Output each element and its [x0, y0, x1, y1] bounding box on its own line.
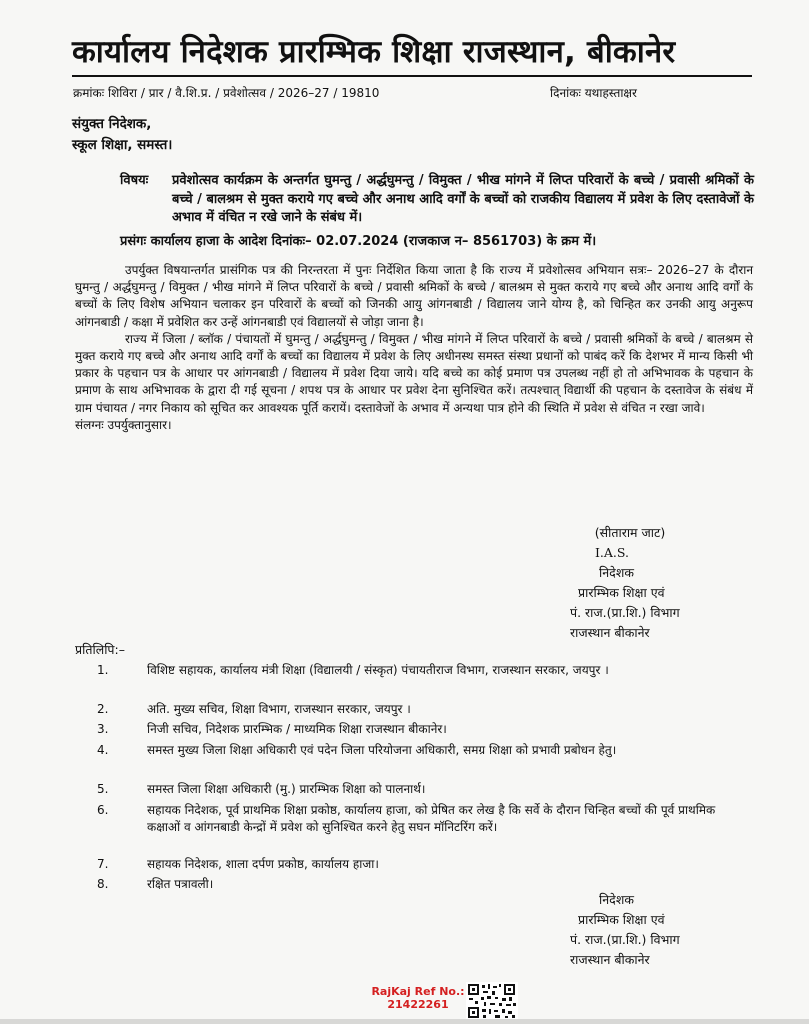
list-item-number: 6. [97, 803, 109, 817]
subject-label: विषयः [120, 173, 149, 188]
signatory-service: I.A.S. [594, 545, 629, 560]
subject-reference: प्रसंगः कार्यालय हाजा के आदेश दिनांकः– 02.07.2024 (राजकाज न– 8561703) के क्रम में। [120, 234, 597, 249]
subject-text: प्रवेशोत्सव कार्यक्रम के अन्तर्गत घुमन्तु / अर्द्धघुमन्तु / विमुक्त / भीख मांगने में लिप्त परिवारों के बच्चे / प्रवासी श्रमिकों के बच्चे / बालश्रम से मुक्त कराये गए बच्चे और अनाथ आदि वर्गों के बच्चों को राजकीय विद्यालय में प्रवेश के लिए दस्तावेजों के अभाव में वंचित न रखे जाने के संबंध में। [172, 173, 754, 225]
signature-block-1 [545, 523, 745, 643]
list-item-text: रक्षित पत्रावली। [147, 877, 214, 891]
enclosure-line: संलग्नः उपर्युक्तानुसार। [75, 417, 172, 432]
list-item-number: 8. [97, 877, 109, 891]
addressee-line-1: संयुक्त निदेशक, [72, 116, 152, 132]
list-item-number: 1. [97, 663, 109, 677]
addressee [72, 114, 172, 156]
list-item-number: 2. [97, 702, 109, 716]
page-bottom-edge [0, 1019, 809, 1024]
list-item-text: सहायक निदेशक, पूर्व प्राथमिक शिक्षा प्रकोष्ठ, कार्यालय हाजा, को प्रेषित कर लेख है कि सर्वे के दौरान चिन्हित बच्चों की पूर्व प्राथमिक कक्षाओं व आंगनबाडी केन्द्रों में प्रवेश को सुनिश्चित करने हेतु सघन मॉनिटरिंग करें। [147, 803, 716, 834]
office-title: कार्यालय निदेशक प्रारम्भिक शिक्षा राजस्थान, बीकानेर [72, 30, 752, 77]
signatory-place: राजस्थान बीकानेर [570, 952, 650, 967]
rajkaj-reference [362, 985, 474, 1011]
rajkaj-ref-label: RajKaj Ref No.: [371, 985, 465, 998]
signatory-designation: निदेशक [599, 565, 634, 580]
copy-heading: प्रतिलिपि:– [75, 642, 125, 657]
signatory-dept-1: प्रारम्भिक शिक्षा एवं [578, 585, 665, 600]
list-item-text: अति. मुख्य सचिव, शिक्षा विभाग, राजस्थान सरकार, जयपुर । [147, 702, 411, 716]
letter-body [75, 262, 753, 434]
rajkaj-ref-number: 21422261 [387, 998, 449, 1011]
signature-block-2 [547, 890, 747, 970]
list-item-text: समस्त मुख्य जिला शिक्षा अधिकारी एवं पदेन जिला परियोजना अधिकारी, समग्र शिक्षा को प्रभावी प्रबोधन हेतु। [147, 743, 617, 757]
reference-number: क्रमांकः शिविरा / प्रार / वै.शि.प्र. / प्रवेशोत्सव / 2026–27 / 19810 [73, 86, 380, 100]
letter-date: दिनांकः यथाहस्ताक्षर [550, 86, 637, 100]
signatory-dept-2: पं. राज.(प्रा.शि.) विभाग [570, 605, 680, 620]
body-paragraph-2: राज्य में जिला / ब्लॉक / पंचायतों में घुमन्तु / अर्द्धघुमन्तु / विमुक्त / भीख मांगने में लिप्त परिवारों के बच्चे / प्रवासी श्रमिकों के बच्चे / बालश्रम से मुक्त कराये गए बच्चे और अनाथ आदि वर्गों के बच्चों का विद्यालय में प्रवेश के लिए अधीनस्थ समस्त संस्था प्रधानों को पाबंद करें कि देशभर में मान्य किसी भी प्रकार के पहचान पत्र के आधार पर आंगनबाडी / विद्यालय में प्रवेश दिया जाये। यदि बच्चे का कोई प्रमाण पत्र उपलब्ध नहीं हो तो अभिभावक के पहचान के प्रमाण के साथ अभिभावक के द्वारा दी गई सूचना / शपथ पत्र के आधार पर प्रवेश देना सुनिश्चित करें। तत्पश्चात् विद्यार्थी की पहचान के दस्तावेज के संबंध में ग्राम पंचायत / नगर निकाय को सूचित कर आवश्यक पूर्ति करायें। दस्तावेजों के अभाव में अन्यथा पात्र होने की स्थिति में प्रवेश से वंचित न रखा जावे। [75, 331, 753, 415]
list-item-text: विशिष्ट सहायक, कार्यालय मंत्री शिक्षा (विद्यालयी / संस्कृत) पंचायतीराज विभाग, राजस्थान सरकार, जयपुर । [147, 663, 609, 677]
list-item-number: 3. [97, 722, 109, 736]
list-item-text: निजी सचिव, निदेशक प्रारम्भिक / माध्यमिक शिक्षा राजस्थान बीकानेर। [147, 722, 447, 736]
signatory-designation: निदेशक [599, 892, 634, 907]
addressee-line-2: स्कूल शिक्षा, समस्त। [72, 137, 173, 153]
list-item-text: समस्त जिला शिक्षा अधिकारी (मु.) प्रारम्भिक शिक्षा को पालनार्थ। [147, 782, 426, 796]
signatory-name: (सीताराम जाट) [594, 525, 666, 540]
list-item-number: 5. [97, 782, 109, 796]
qr-code-icon [466, 982, 518, 1020]
body-paragraph-1: उपर्युक्त विषयान्तर्गत प्रासंगिक पत्र की निरन्तरता में पुनः निर्देशित किया जाता है कि राज्य में प्रवेशोत्सव अभियान सत्रः– 2026–27 के दौरान घुमन्तु / अर्द्धघुमन्तु / विमुक्त / भीख मांगने में लिप्त परिवारों के बच्चे / प्रवासी श्रमिकों के बच्चे / बालश्रम से मुक्त कराये गए बच्चे और अनाथ आदि वर्गों के बच्चों के लिए विशेष अभियान चलाकर इन परिवारों के बच्चों को जिनकी आयु आंगनबाडी / विद्यालय जाने योग्य है, को चिन्हित कर उनकी आयु अनुरूप आंगनबाडी / कक्षा में प्रवेशित कर उन्हें आंगनबाडी एवं विद्यालयों से जोड़ा जाना है। [75, 263, 753, 329]
signatory-place: राजस्थान बीकानेर [570, 625, 650, 640]
list-item-number: 7. [97, 857, 109, 871]
signatory-dept-1: प्रारम्भिक शिक्षा एवं [578, 912, 665, 927]
list-item-number: 4. [97, 743, 109, 757]
signatory-dept-2: पं. राज.(प्रा.शि.) विभाग [570, 932, 680, 947]
list-item-text: सहायक निदेशक, शाला दर्पण प्रकोष्ठ, कार्यालय हाजा। [147, 857, 379, 871]
